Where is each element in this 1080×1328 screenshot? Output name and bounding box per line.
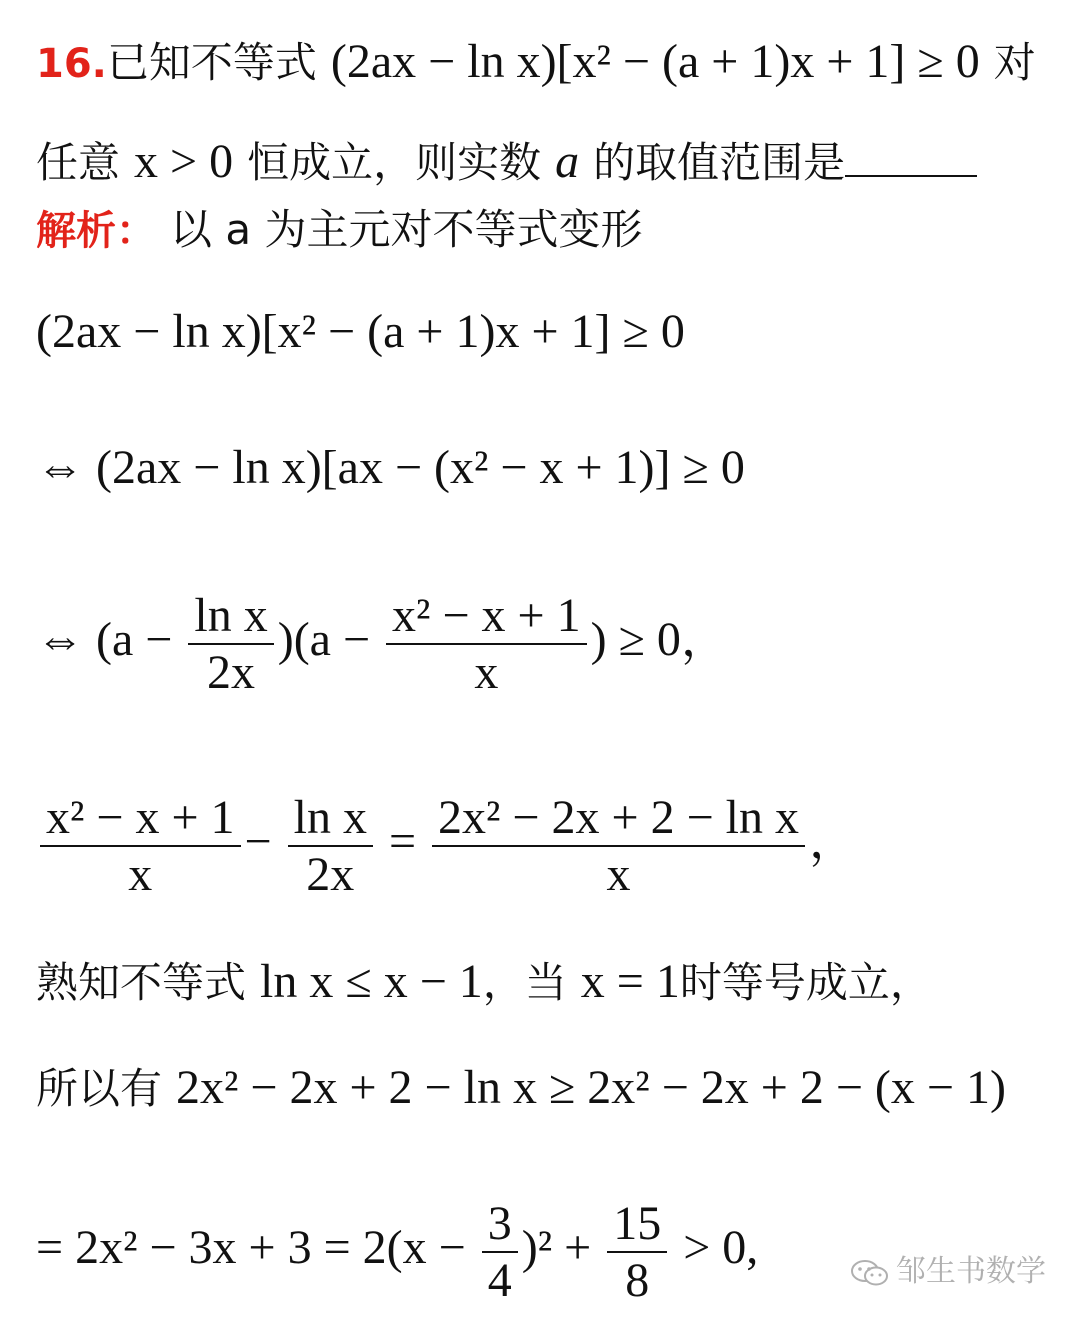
equation-3 xyxy=(36,588,729,700)
fraction xyxy=(482,1196,518,1308)
eq7-middle: )² + xyxy=(521,1221,592,1275)
fraction-numerator: x² − x + 1 xyxy=(386,588,587,645)
analysis-intro: 以 a 为主元对不等式变形 xyxy=(170,205,643,254)
watermark xyxy=(850,1246,1046,1290)
fraction-numerator: ln x xyxy=(288,790,373,847)
line-6 xyxy=(36,1061,1006,1114)
analysis-header xyxy=(36,205,643,254)
question-text: 已知不等式 xyxy=(106,38,317,87)
equals-sign: = xyxy=(388,815,417,869)
question-line-1 xyxy=(36,35,1036,88)
question-text: 的取值范围是 xyxy=(593,138,846,187)
fraction-numerator: 2x² − 2x + 2 − ln x xyxy=(432,790,805,847)
fraction-numerator: ln x xyxy=(188,588,273,645)
math-expr: 2x² − 2x + 2 − ln x ≥ 2x² − 2x + 2 − (x − 1) xyxy=(176,1061,1006,1114)
question-inequality: (2ax − ln x)[x² − (a + 1)x + 1] ≥ 0 xyxy=(330,35,980,88)
math-expr: x = 1 xyxy=(580,955,680,1008)
question-text: 任意 xyxy=(36,138,121,187)
fraction-denominator: 8 xyxy=(625,1254,650,1308)
equation-7 xyxy=(36,1196,758,1308)
text-segment: 熟知不等式 xyxy=(36,958,247,1007)
equation-4 xyxy=(36,790,857,902)
fraction xyxy=(188,588,273,700)
eq3-suffix: ) ≥ 0， xyxy=(590,613,729,667)
minus-sign: − xyxy=(244,815,272,869)
fraction-numerator: x² − x + 1 xyxy=(40,790,241,847)
eq3-middle: )(a − xyxy=(277,613,371,667)
analysis-label: 解析： xyxy=(36,208,156,254)
question-line-2 xyxy=(36,135,977,188)
eq3-prefix: ⇔ (a − xyxy=(36,613,173,667)
fraction xyxy=(432,790,805,902)
math-expr: ln x ≤ x − 1 xyxy=(260,955,483,1008)
fraction xyxy=(386,588,587,700)
eq7-suffix: > 0, xyxy=(683,1221,759,1275)
equation-1: (2ax − ln x)[x² − (a + 1)x + 1] ≥ 0 xyxy=(36,305,685,358)
question-text: 对 xyxy=(993,38,1036,87)
fraction-numerator: 15 xyxy=(607,1196,667,1253)
fraction xyxy=(607,1196,667,1308)
line-5 xyxy=(36,955,932,1008)
question-number: 16. xyxy=(36,41,107,87)
text-segment: 时等号成立， xyxy=(679,958,932,1007)
equation-2: ⇔ (2ax − ln x)[ax − (x² − x + 1)] ≥ 0 xyxy=(36,441,745,494)
fraction-denominator: x xyxy=(474,646,499,700)
fraction xyxy=(40,790,241,902)
wechat-icon xyxy=(850,1259,890,1287)
question-condition: x > 0 xyxy=(134,135,234,188)
fraction-denominator: x xyxy=(606,848,631,902)
fraction-denominator: 2x xyxy=(207,646,256,700)
question-variable: a xyxy=(555,135,580,188)
eq7-prefix: = 2x² − 3x + 3 = 2(x − xyxy=(36,1221,466,1275)
text-segment: 所以有 xyxy=(36,1064,163,1113)
fraction-denominator: 4 xyxy=(487,1254,512,1308)
fraction-denominator: 2x xyxy=(306,848,355,902)
eq4-suffix: ， xyxy=(808,815,857,869)
text-segment: ，当 xyxy=(482,958,567,1007)
question-text: 恒成立，则实数 xyxy=(247,138,542,187)
fraction xyxy=(288,790,373,902)
watermark-text: 邹生书数学 xyxy=(896,1254,1046,1289)
answer-blank xyxy=(845,139,977,177)
fraction-denominator: x xyxy=(128,848,153,902)
fraction-numerator: 3 xyxy=(482,1196,518,1253)
